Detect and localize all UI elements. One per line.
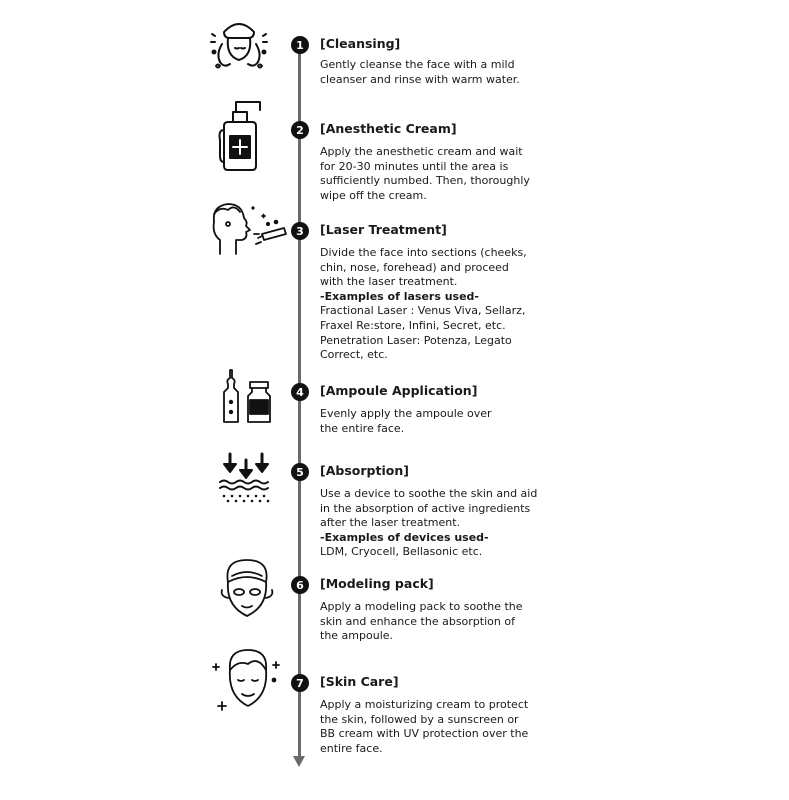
step-description bbox=[320, 407, 570, 436]
timeline-line bbox=[298, 48, 301, 758]
step-marker: 2 bbox=[291, 121, 309, 139]
step-description bbox=[320, 246, 570, 363]
step-marker: 6 bbox=[291, 576, 309, 594]
step-description bbox=[320, 487, 570, 560]
cream-bottle-icon bbox=[216, 96, 268, 172]
step-description bbox=[320, 145, 570, 203]
step-title: [Cleansing] bbox=[320, 36, 401, 51]
step-title: [Ampoule Application] bbox=[320, 383, 478, 398]
text-line: Penetration Laser: Potenza, Legato bbox=[320, 333, 512, 347]
text-line: Use a device to soothe the skin and aid bbox=[320, 487, 538, 500]
step-marker: 4 bbox=[291, 383, 309, 401]
laser-treatment-icon bbox=[206, 200, 290, 260]
text-line: after the laser treatment. bbox=[320, 516, 461, 530]
text-line: Apply a modeling pack to soothe the bbox=[320, 600, 523, 613]
step-marker: 5 bbox=[291, 463, 309, 481]
text-line: Divide the face into sections (cheeks, bbox=[320, 246, 527, 259]
face-mask-icon bbox=[218, 556, 276, 622]
text-line: Apply the anesthetic cream and wait bbox=[320, 145, 523, 158]
step-title: [Modeling pack] bbox=[320, 576, 434, 591]
step-marker: 1 bbox=[291, 36, 309, 54]
text-line: the ampoule. bbox=[320, 629, 394, 643]
sub-heading: -Examples of devices used- bbox=[320, 530, 489, 544]
step-description bbox=[320, 58, 570, 87]
step-marker: 3 bbox=[291, 222, 309, 240]
text-line: Gently cleanse the face with a mild bbox=[320, 58, 515, 71]
ampoule-vial-icon bbox=[218, 368, 276, 426]
text-line: BB cream with UV protection over the bbox=[320, 727, 529, 741]
glowing-face-icon bbox=[212, 646, 282, 716]
skin-absorption-icon bbox=[218, 450, 274, 506]
text-line: Apply a moisturizing cream to protect bbox=[320, 698, 529, 711]
timeline-arrow bbox=[293, 756, 305, 767]
text-line: Fractional Laser : Venus Viva, Sellarz, bbox=[320, 304, 526, 318]
text-line: Correct, etc. bbox=[320, 348, 388, 362]
text-line: the entire face. bbox=[320, 421, 405, 435]
step-title: [Laser Treatment] bbox=[320, 222, 447, 237]
text-line: for 20-30 minutes until the area is bbox=[320, 159, 509, 173]
step-title: [Anesthetic Cream] bbox=[320, 121, 457, 136]
step-description bbox=[320, 698, 570, 756]
text-line: the skin, followed by a sunscreen or bbox=[320, 712, 519, 726]
text-line: entire face. bbox=[320, 741, 383, 755]
text-line: skin and enhance the absorption of bbox=[320, 614, 515, 628]
face-wash-icon bbox=[208, 12, 270, 74]
text-line: chin, nose, forehead) and proceed bbox=[320, 260, 509, 274]
step-marker: 7 bbox=[291, 674, 309, 692]
text-line: sufficiently numbed. Then, thoroughly bbox=[320, 174, 530, 188]
text-line: Fraxel Re:store, Infini, Secret, etc. bbox=[320, 318, 506, 332]
step-title: [Absorption] bbox=[320, 463, 409, 478]
text-line: with the laser treatment. bbox=[320, 275, 458, 289]
text-line: in the absorption of active ingredients bbox=[320, 501, 531, 515]
text-line: wipe off the cream. bbox=[320, 188, 427, 202]
text-line: Evenly apply the ampoule over bbox=[320, 407, 492, 420]
sub-heading: -Examples of lasers used- bbox=[320, 289, 479, 303]
text-line: LDM, Cryocell, Bellasonic etc. bbox=[320, 545, 483, 559]
step-title: [Skin Care] bbox=[320, 674, 399, 689]
text-line: cleanser and rinse with warm water. bbox=[320, 72, 520, 86]
step-description bbox=[320, 600, 570, 644]
